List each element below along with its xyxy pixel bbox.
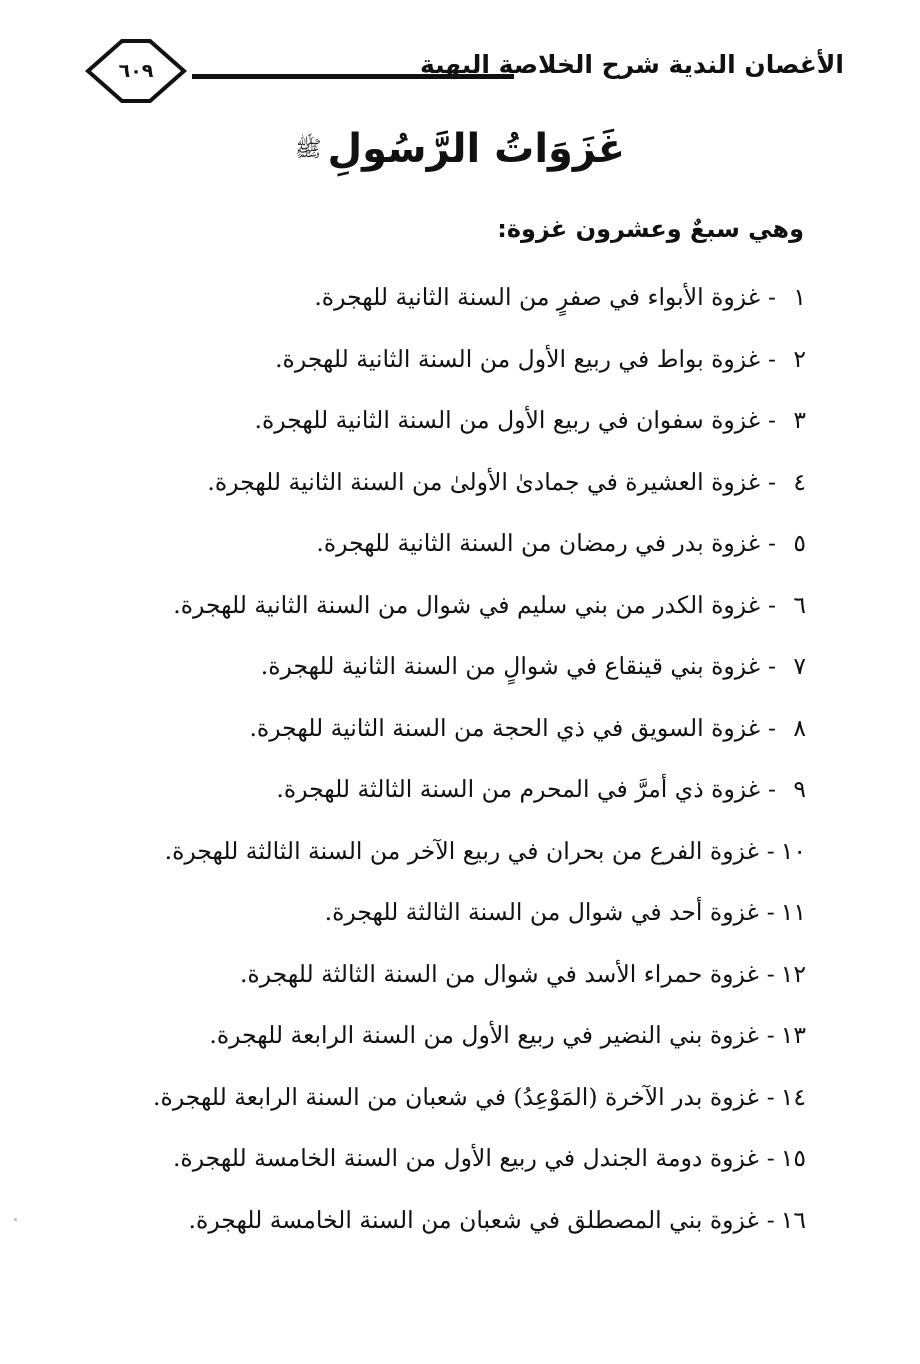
dash-separator: - bbox=[768, 652, 776, 680]
dash-separator: - bbox=[768, 775, 776, 803]
battle-list-item bbox=[86, 1195, 806, 1257]
dash-separator: - bbox=[768, 283, 776, 311]
battle-text: غزوة أحد في شوال من السنة الثالثة للهجرة. bbox=[324, 898, 759, 926]
battle-text: غزوة حمراء الأسد في شوال من السنة الثالثة للهجرة. bbox=[239, 959, 759, 988]
battle-text: غزوة سفوان في ربيع الأول من السنة الثانية للهجرة. bbox=[254, 406, 761, 434]
battle-list-item bbox=[86, 1010, 806, 1072]
battle-list-item bbox=[86, 272, 806, 334]
honorific-symbol: ﷺ bbox=[294, 137, 322, 162]
battle-number: ٢ bbox=[793, 344, 806, 373]
battle-list-item bbox=[86, 518, 806, 580]
battle-text: غزوة بني قينقاع في شوالٍ من السنة الثانية للهجرة. bbox=[260, 652, 761, 680]
battle-text: غزوة الأبواء في صفرٍ من السنة الثانية للهجرة. bbox=[314, 283, 761, 311]
dash-separator: - bbox=[768, 590, 776, 619]
battle-list-item bbox=[86, 826, 806, 888]
page-number: ٦٠٩ bbox=[118, 60, 154, 82]
battle-number: ١٢ bbox=[780, 959, 806, 988]
battle-list-item bbox=[86, 395, 806, 457]
battle-number: ٩ bbox=[793, 775, 806, 803]
battle-list-item bbox=[86, 764, 806, 826]
dash-separator: - bbox=[766, 1144, 775, 1172]
dash-separator: - bbox=[768, 467, 776, 496]
intro-line: وهي سبعٌ وعشرون غزوة: bbox=[497, 215, 804, 243]
dash-separator: - bbox=[766, 1205, 775, 1234]
battle-list-item bbox=[86, 641, 806, 703]
battle-list-item bbox=[86, 949, 806, 1011]
battle-list bbox=[86, 272, 806, 1256]
battle-number: ٦ bbox=[793, 590, 806, 619]
book-title: الأغصان الندية شرح الخلاصة البهية bbox=[419, 50, 844, 79]
battle-text: غزوة بني المصطلق في شعبان من السنة الخامسة للهجرة. bbox=[188, 1205, 759, 1234]
scan-speck bbox=[14, 1218, 17, 1221]
battle-number: ١٣ bbox=[780, 1021, 806, 1049]
battle-number: ١١ bbox=[780, 898, 806, 926]
battle-text: غزوة بني النضير في ربيع الأول من السنة الرابعة للهجرة. bbox=[209, 1021, 759, 1049]
battle-text: غزوة ذي أمرَّ في المحرم من السنة الثالثة للهجرة. bbox=[276, 775, 761, 803]
battle-number: ٧ bbox=[793, 652, 806, 680]
battle-text: غزوة دومة الجندل في ربيع الأول من السنة الخامسة للهجرة. bbox=[172, 1144, 759, 1172]
battle-list-item bbox=[86, 457, 806, 519]
battle-list-item bbox=[86, 1072, 806, 1134]
battle-text: غزوة بواط في ربيع الأول من السنة الثانية للهجرة. bbox=[275, 344, 761, 373]
chapter-title bbox=[0, 126, 920, 172]
battle-list-item bbox=[86, 887, 806, 949]
dash-separator: - bbox=[766, 1021, 775, 1049]
battle-text: غزوة العشيرة في جمادىٰ الأولىٰ من السنة الثانية للهجرة. bbox=[207, 467, 761, 496]
battle-text: غزوة الكدر من بني سليم في شوال من السنة الثانية للهجرة. bbox=[173, 590, 761, 619]
battle-number: ١ bbox=[793, 283, 806, 311]
page-header bbox=[84, 36, 844, 106]
dash-separator: - bbox=[766, 898, 775, 926]
dash-separator: - bbox=[768, 529, 776, 557]
dash-separator: - bbox=[768, 344, 776, 373]
chapter-title-text: غَزَوَاتُ الرَّسُولِ bbox=[327, 126, 626, 172]
battle-number: ١٠ bbox=[780, 836, 806, 865]
battle-list-item bbox=[86, 580, 806, 642]
dash-separator: - bbox=[766, 836, 775, 865]
battle-text: غزوة بدر في رمضان من السنة الثانية للهجرة. bbox=[316, 529, 761, 557]
dash-separator: - bbox=[768, 406, 776, 434]
battle-number: ٥ bbox=[793, 529, 806, 557]
battle-number: ١٤ bbox=[780, 1082, 806, 1111]
battle-list-item bbox=[86, 1133, 806, 1195]
battle-number: ١٥ bbox=[780, 1144, 806, 1172]
battle-number: ١٦ bbox=[780, 1205, 806, 1234]
battle-number: ٤ bbox=[793, 467, 806, 496]
battle-number: ٣ bbox=[793, 406, 806, 434]
battle-text: غزوة بدر الآخرة (المَوْعِدُ) في شعبان من السنة الرابعة للهجرة. bbox=[153, 1082, 759, 1111]
dash-separator: - bbox=[766, 1082, 775, 1111]
battle-list-item bbox=[86, 334, 806, 396]
dash-separator: - bbox=[768, 713, 776, 742]
battle-number: ٨ bbox=[793, 713, 806, 742]
page-number-badge bbox=[84, 36, 188, 106]
battle-list-item bbox=[86, 703, 806, 765]
battle-text: غزوة السويق في ذي الحجة من السنة الثانية للهجرة. bbox=[249, 713, 761, 742]
dash-separator: - bbox=[766, 959, 775, 988]
battle-text: غزوة الفرع من بحران في ربيع الآخر من السنة الثالثة للهجرة. bbox=[164, 836, 759, 865]
